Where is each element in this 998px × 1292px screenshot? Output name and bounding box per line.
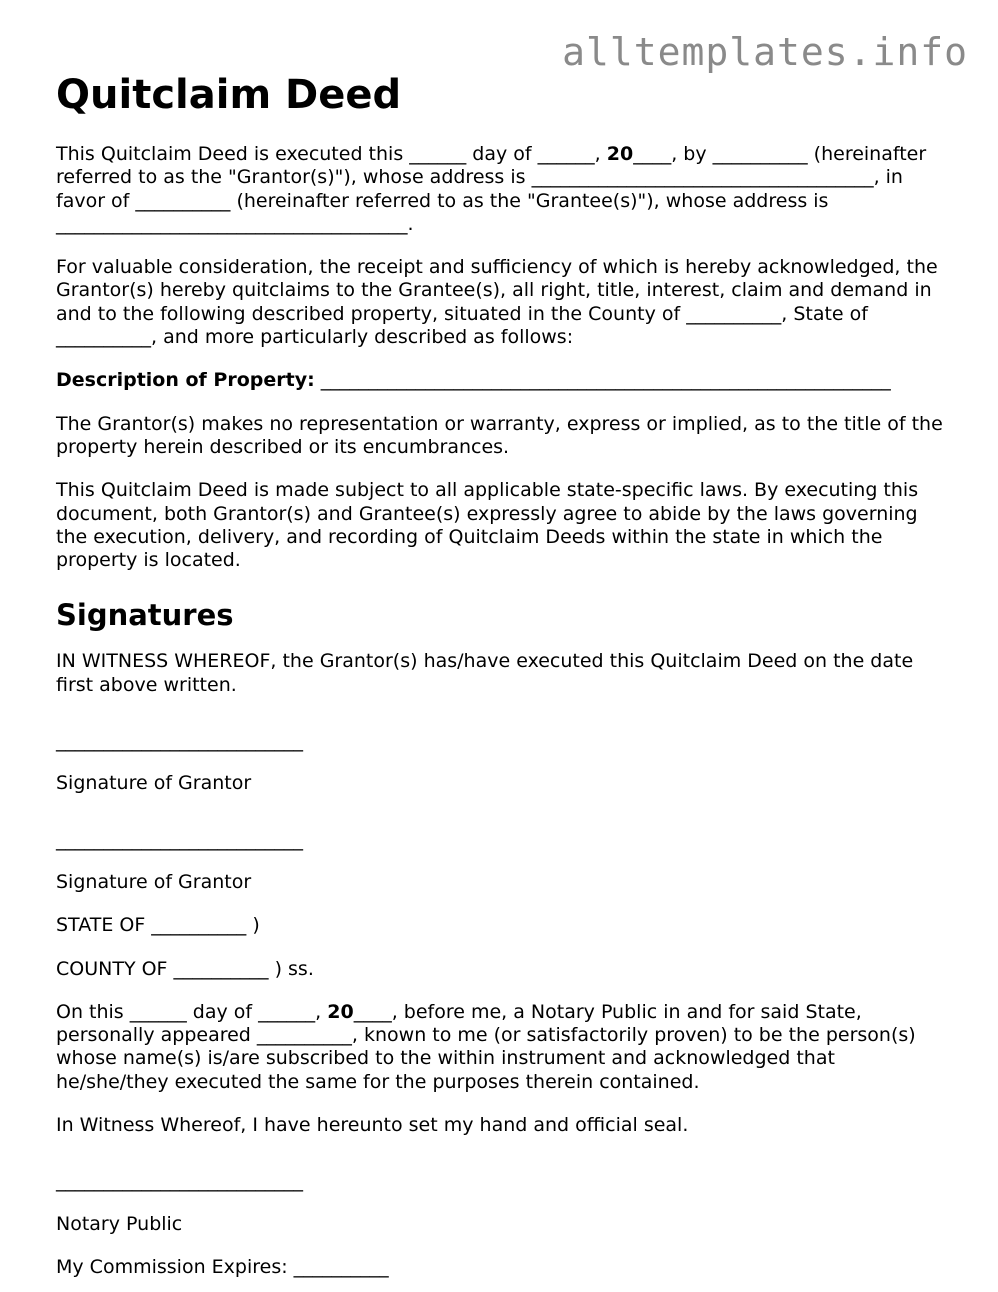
execution-month-blank[interactable]: ______ [537,143,595,165]
notary-seal-paragraph: In Witness Whereof, I have hereunto set my hand and official seal. [56,1114,689,1137]
property-description-blank[interactable]: ____________________________________________________________ [314,369,891,392]
witness-paragraph: IN WITNESS WHEREOF, the Grantor(s) has/have executed this Quitclaim Deed on the date first above written. [56,650,920,696]
signatures-heading: Signatures [56,598,234,633]
execution-day-blank[interactable]: ______ [409,143,467,165]
consideration-paragraph: For valuable consideration, the receipt and sufficiency of which is hereby acknowledged, the Grantor(s) hereby quitclaims to the Grantee(s), all right, title, interest, claim and demand in and to the following described property, situated in the County of __________, State of __________, and more particularly described as follows: [56,256,944,349]
notary-state-blank[interactable]: __________ [151,914,247,937]
notary-public-label: Notary Public [56,1212,183,1235]
page-title: Quitclaim Deed [56,72,402,118]
execution-year-blank[interactable]: ____ [633,143,672,165]
commission-expires-blank[interactable]: __________ [293,1255,389,1278]
grantor-signature-label-2: Signature of Grantor [56,870,252,893]
intro-paragraph: This Quitclaim Deed is executed this ______ day of ______, 20____, by __________ (hereinafter referred to as the "Grantor(s)"), whose address is ____________________________________, in favor of __________ (hereinafter referred to as the "Grantee(s)"), whose address is _____________________________________. [56,143,933,235]
grantee-address-blank[interactable]: _____________________________________ [56,212,408,235]
county-blank[interactable]: __________ [686,302,782,325]
grantor-address-blank[interactable]: ____________________________________ [531,166,874,189]
notary-acknowledgment-paragraph: On this ______ day of ______, 20____, before me, a Notary Public in and for said State, personally appeared __________, known to me (or satisfactorily proven) to be the person(s) whose name(s) is/are subscribed to the within instrument and acknowledged that he/she/they executed the same for the purposes therein contained. [56,1000,922,1093]
appeared-person-blank[interactable]: __________ [256,1024,352,1047]
notary-day-blank[interactable]: ______ [129,1000,187,1023]
grantor-signature-label-1: Signature of Grantor [56,772,252,795]
warranty-paragraph: The Grantor(s) makes no representation or warranty, express or implied, as to the title of the property herein described or its encumbrances. [56,412,949,458]
grantor-name-blank[interactable]: __________ [712,143,808,165]
notary-state-line: STATE OF __________ ) [56,914,260,937]
notary-year-blank[interactable]: ____ [353,1000,392,1023]
document-page [56,70,949,1279]
property-description-label: Description of Property: [56,369,315,392]
notary-county-line: COUNTY OF __________ ) ss. [56,957,314,980]
commission-expires-line: My Commission Expires: __________ [56,1255,389,1278]
watermark: alltemplates.info [562,30,968,74]
notary-county-blank[interactable]: __________ [173,957,269,980]
property-description [56,369,946,392]
state-blank[interactable]: __________ [56,326,151,349]
grantor-signature-line-2[interactable]: __________________________ [56,828,303,851]
notary-month-blank[interactable]: ______ [258,1000,316,1023]
grantor-signature-line-1[interactable]: __________________________ [56,730,303,753]
grantee-name-blank[interactable]: __________ [135,189,231,212]
notary-signature-line[interactable]: __________________________ [56,1170,303,1193]
law-paragraph: This Quitclaim Deed is made subject to all applicable state-specific laws. By executing this document, both Grantor(s) and Grantee(s) expressly agree to abide by the laws governing the execution, delivery, and recording of Quitclaim Deeds within the state in which the property is located. [56,479,925,572]
